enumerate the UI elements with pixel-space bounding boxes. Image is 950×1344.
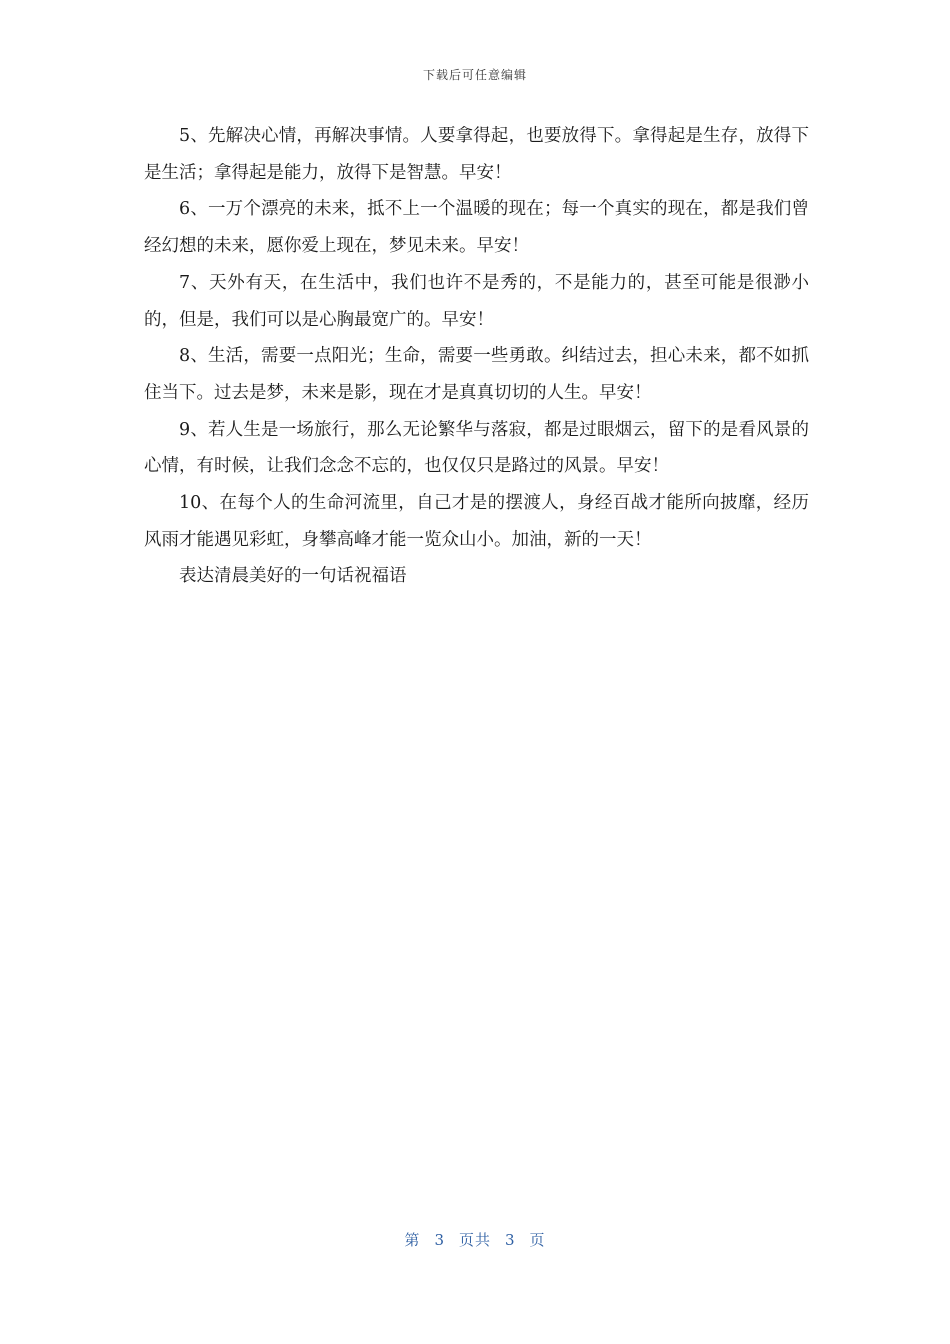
- paragraph-5: 5、先解决心情，再解决事情。人要拿得起，也要放得下。拿得起是生存，放得下是生活；拿得起是能力，放得下是智慧。早安！: [144, 126, 809, 183]
- paragraph-10: 10、在每个人的生命河流里，自己才是的摆渡人，身经百战才能所向披靡，经历风雨才能遇见彩虹，身攀高峰才能一览众山小。加油，新的一天！: [144, 493, 809, 550]
- page-label-suffix: 页: [529, 1231, 546, 1249]
- total-pages: 3: [505, 1231, 516, 1249]
- paragraph-9: 9、若人生是一场旅行，那么无论繁华与落寂，都是过眼烟云，留下的是看风景的心情，有时候，让我们念念不忘的，也仅仅只是路过的风景。早安！: [144, 419, 809, 477]
- section-heading: 表达清晨美好的一句话祝福语: [179, 566, 407, 587]
- page-label-prefix: 第: [404, 1231, 421, 1249]
- page-number-footer: [0, 1229, 950, 1250]
- paragraph-7: 7、天外有天，在生活中，我们也许不是秀的，不是能力的，甚至可能是很渺小的，但是，我们可以是心胸最宽广的。早安！: [144, 272, 809, 330]
- header-note: 下载后可任意编辑: [422, 68, 527, 82]
- paragraph-6: 6、一万个漂亮的未来，抵不上一个温暖的现在；每一个真实的现在，都是我们曾经幻想的未来，愿你爱上现在，梦见未来。早安！: [144, 199, 809, 257]
- page-label-mid: 页共: [458, 1231, 491, 1249]
- paragraph-8: 8、生活，需要一点阳光；生命，需要一些勇敢。纠结过去，担心未来，都不如抓住当下。过去是梦，未来是影，现在才是真真切切的人生。早安！: [144, 346, 809, 403]
- current-page: 3: [434, 1231, 445, 1249]
- document-body: [144, 118, 809, 595]
